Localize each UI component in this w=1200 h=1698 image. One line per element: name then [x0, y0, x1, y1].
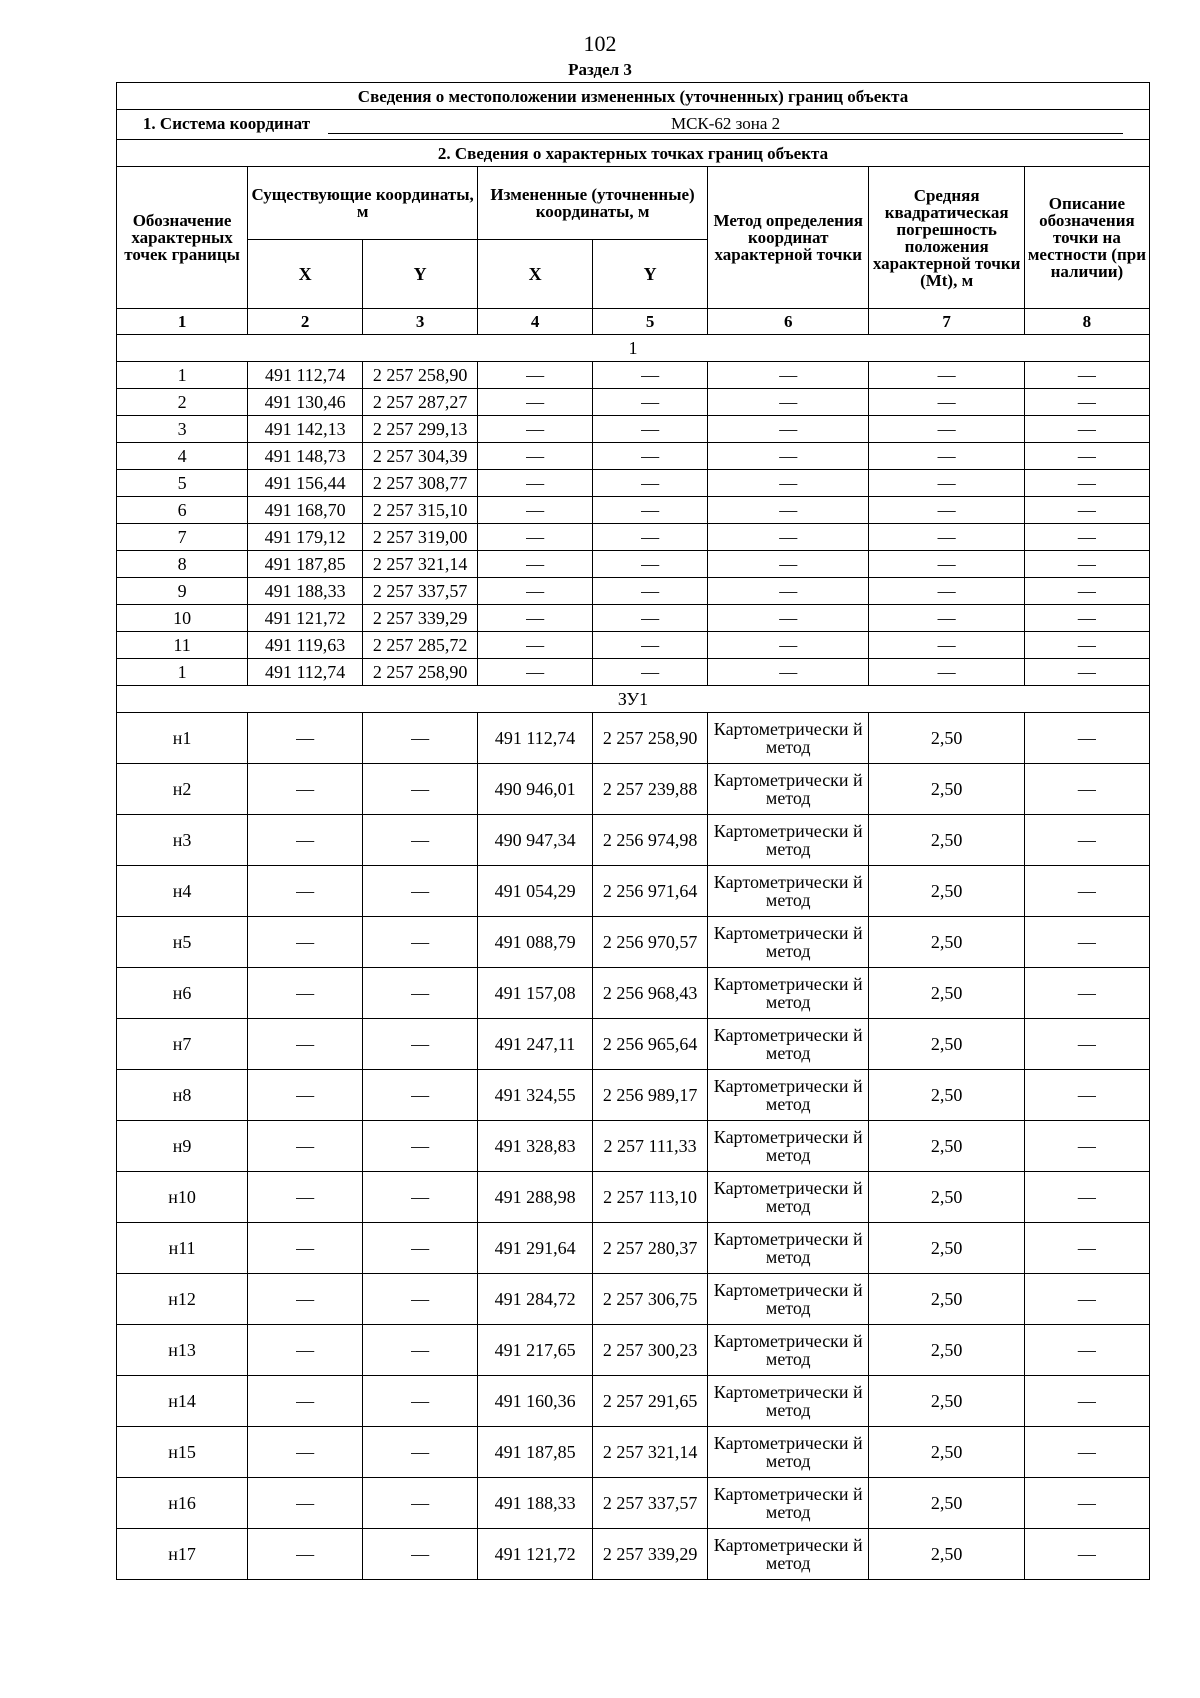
table-row [117, 866, 1150, 917]
cell-error: 2,50 [869, 968, 1024, 1019]
cell-point-id: 6 [117, 497, 248, 524]
cell-existing-y: — [363, 815, 478, 866]
cell-method: Картометрически й метод [708, 1019, 869, 1070]
table-row [117, 524, 1150, 551]
cell-changed-y: — [593, 389, 708, 416]
cell-existing-x: — [248, 1172, 363, 1223]
coord-system-label: 1. Система координат [142, 114, 311, 133]
cell-description: — [1024, 866, 1149, 917]
column-number: 5 [593, 309, 708, 335]
cell-changed-x: — [478, 443, 593, 470]
cell-error: — [869, 362, 1024, 389]
cell-description: — [1024, 1121, 1149, 1172]
cell-changed-y: — [593, 659, 708, 686]
column-number: 4 [478, 309, 593, 335]
cell-changed-x: — [478, 605, 593, 632]
cell-description: — [1024, 632, 1149, 659]
table-row [117, 764, 1150, 815]
table-row [117, 497, 1150, 524]
table-row [117, 416, 1150, 443]
cell-method: — [708, 578, 869, 605]
cell-changed-x: — [478, 362, 593, 389]
cell-changed-y: 2 257 306,75 [593, 1274, 708, 1325]
cell-description: — [1024, 1070, 1149, 1121]
cell-existing-x: 491 112,74 [248, 659, 363, 686]
cell-changed-x: — [478, 659, 593, 686]
cell-point-id: 4 [117, 443, 248, 470]
cell-changed-x: 491 284,72 [478, 1274, 593, 1325]
cell-existing-y: — [363, 1121, 478, 1172]
cell-existing-y: — [363, 1427, 478, 1478]
cell-point-id: н2 [117, 764, 248, 815]
cell-existing-y: — [363, 1019, 478, 1070]
cell-description: — [1024, 605, 1149, 632]
table-row [117, 443, 1150, 470]
group-label: 1 [117, 335, 1150, 362]
cell-error: 2,50 [869, 764, 1024, 815]
cell-error: 2,50 [869, 1172, 1024, 1223]
cell-changed-y: 2 257 113,10 [593, 1172, 708, 1223]
cell-changed-y: 2 256 968,43 [593, 968, 708, 1019]
cell-changed-y: 2 256 965,64 [593, 1019, 708, 1070]
cell-changed-y: 2 257 111,33 [593, 1121, 708, 1172]
table-row [117, 1325, 1150, 1376]
cell-existing-y: 2 257 315,10 [363, 497, 478, 524]
cell-existing-x: — [248, 968, 363, 1019]
cell-changed-x: 491 291,64 [478, 1223, 593, 1274]
cell-changed-x: 491 324,55 [478, 1070, 593, 1121]
header-changed-y: Y [593, 240, 708, 309]
cell-method: Картометрически й метод [708, 1070, 869, 1121]
table-row [117, 1172, 1150, 1223]
cell-point-id: н1 [117, 713, 248, 764]
cell-changed-x: 491 088,79 [478, 917, 593, 968]
cell-method: — [708, 416, 869, 443]
table-row [117, 1019, 1150, 1070]
cell-method: Картометрически й метод [708, 1325, 869, 1376]
header-changed-x: X [478, 240, 593, 309]
cell-error: — [869, 443, 1024, 470]
cell-changed-y: 2 257 239,88 [593, 764, 708, 815]
cell-existing-x: — [248, 1325, 363, 1376]
cell-error: 2,50 [869, 815, 1024, 866]
cell-error: 2,50 [869, 1376, 1024, 1427]
cell-description: — [1024, 764, 1149, 815]
cell-point-id: н4 [117, 866, 248, 917]
cell-method: — [708, 389, 869, 416]
cell-existing-x: — [248, 866, 363, 917]
table-row [117, 1223, 1150, 1274]
table-row [117, 578, 1150, 605]
cell-point-id: н16 [117, 1478, 248, 1529]
cell-changed-y: — [593, 470, 708, 497]
header-error: Средняя квадратическая погрешность положения характерной точки (Mt), м [869, 167, 1024, 309]
table-row [117, 659, 1150, 686]
cell-error: — [869, 578, 1024, 605]
cell-existing-y: — [363, 917, 478, 968]
table-row [117, 551, 1150, 578]
cell-existing-x: 491 119,63 [248, 632, 363, 659]
cell-error: — [869, 524, 1024, 551]
cell-existing-y: — [363, 1223, 478, 1274]
cell-existing-x: — [248, 1121, 363, 1172]
cell-existing-x: 491 112,74 [248, 362, 363, 389]
cell-description: — [1024, 1376, 1149, 1427]
cell-existing-x: — [248, 1070, 363, 1121]
cell-changed-x: 491 112,74 [478, 713, 593, 764]
cell-existing-x: 491 130,46 [248, 389, 363, 416]
cell-existing-y: 2 257 258,90 [363, 659, 478, 686]
table-row [117, 362, 1150, 389]
cell-description: — [1024, 968, 1149, 1019]
cell-description: — [1024, 443, 1149, 470]
cell-changed-y: 2 257 300,23 [593, 1325, 708, 1376]
header-existing: Существующие координаты, м [248, 167, 478, 240]
cell-method: Картометрически й метод [708, 713, 869, 764]
cell-method: Картометрически й метод [708, 764, 869, 815]
cell-existing-y: 2 257 299,13 [363, 416, 478, 443]
cell-point-id: 1 [117, 659, 248, 686]
cell-method: Картометрически й метод [708, 1427, 869, 1478]
cell-description: — [1024, 659, 1149, 686]
cell-description: — [1024, 713, 1149, 764]
subsection-title-row [117, 140, 1150, 167]
cell-point-id: 2 [117, 389, 248, 416]
cell-error: 2,50 [869, 1427, 1024, 1478]
cell-method: — [708, 605, 869, 632]
cell-changed-x: — [478, 497, 593, 524]
cell-method: — [708, 497, 869, 524]
cell-existing-x: — [248, 1529, 363, 1580]
cell-point-id: н15 [117, 1427, 248, 1478]
cell-changed-x: — [478, 416, 593, 443]
cell-existing-y: — [363, 1172, 478, 1223]
table-row [117, 1121, 1150, 1172]
header-designation: Обозначение характерных точек границы [117, 167, 248, 309]
header-description: Описание обозначения точки на местности (при наличии) [1024, 167, 1149, 309]
cell-description: — [1024, 362, 1149, 389]
cell-existing-x: — [248, 1019, 363, 1070]
cell-existing-y: — [363, 1376, 478, 1427]
header-existing-y: Y [363, 240, 478, 309]
cell-description: — [1024, 524, 1149, 551]
cell-point-id: н13 [117, 1325, 248, 1376]
cell-point-id: 10 [117, 605, 248, 632]
cell-existing-y: — [363, 1070, 478, 1121]
subsection-title: 2. Сведения о характерных точках границ объекта [117, 140, 1150, 167]
cell-changed-x: 490 947,34 [478, 815, 593, 866]
cell-description: — [1024, 551, 1149, 578]
cell-description: — [1024, 1223, 1149, 1274]
cell-method: — [708, 632, 869, 659]
cell-existing-x: — [248, 1274, 363, 1325]
cell-description: — [1024, 1529, 1149, 1580]
cell-existing-x: 491 156,44 [248, 470, 363, 497]
cell-error: 2,50 [869, 866, 1024, 917]
cell-description: — [1024, 578, 1149, 605]
cell-changed-y: — [593, 605, 708, 632]
coord-system-value: МСК-62 зона 2 [328, 115, 1123, 134]
cell-method: Картометрически й метод [708, 815, 869, 866]
cell-description: — [1024, 416, 1149, 443]
cell-error: — [869, 659, 1024, 686]
cell-changed-y: — [593, 443, 708, 470]
cell-method: — [708, 470, 869, 497]
cell-error: 2,50 [869, 917, 1024, 968]
cell-point-id: 7 [117, 524, 248, 551]
cell-method: — [708, 551, 869, 578]
cell-existing-y: 2 257 304,39 [363, 443, 478, 470]
cell-error: 2,50 [869, 1325, 1024, 1376]
cell-changed-x: — [478, 578, 593, 605]
cell-error: 2,50 [869, 1121, 1024, 1172]
table-title: Сведения о местоположении измененных (уточненных) границ объекта [117, 83, 1150, 110]
cell-changed-x: — [478, 632, 593, 659]
cell-point-id: 3 [117, 416, 248, 443]
header-row-1 [117, 167, 1150, 240]
cell-method: Картометрически й метод [708, 1172, 869, 1223]
cell-changed-y: 2 256 971,64 [593, 866, 708, 917]
cell-point-id: н11 [117, 1223, 248, 1274]
cell-changed-x: — [478, 551, 593, 578]
cell-changed-x: 491 288,98 [478, 1172, 593, 1223]
cell-changed-y: — [593, 416, 708, 443]
table-row [117, 470, 1150, 497]
cell-existing-y: 2 257 287,27 [363, 389, 478, 416]
header-changed: Измененные (уточненные) координаты, м [478, 167, 708, 240]
cell-existing-x: 491 121,72 [248, 605, 363, 632]
cell-description: — [1024, 917, 1149, 968]
boundary-points-table [116, 82, 1150, 1580]
cell-error: 2,50 [869, 1478, 1024, 1529]
table-row [117, 605, 1150, 632]
cell-existing-x: — [248, 1427, 363, 1478]
cell-error: 2,50 [869, 1070, 1024, 1121]
cell-point-id: н6 [117, 968, 248, 1019]
cell-description: — [1024, 389, 1149, 416]
cell-existing-y: — [363, 968, 478, 1019]
cell-existing-x: — [248, 1376, 363, 1427]
table-row [117, 1478, 1150, 1529]
cell-changed-y: 2 257 291,65 [593, 1376, 708, 1427]
cell-existing-x: — [248, 764, 363, 815]
column-number: 8 [1024, 309, 1149, 335]
cell-description: — [1024, 1325, 1149, 1376]
cell-existing-x: 491 188,33 [248, 578, 363, 605]
cell-error: 2,50 [869, 1274, 1024, 1325]
cell-changed-x: — [478, 524, 593, 551]
table-row [117, 389, 1150, 416]
cell-changed-x: 491 217,65 [478, 1325, 593, 1376]
cell-error: 2,50 [869, 1019, 1024, 1070]
cell-point-id: 11 [117, 632, 248, 659]
table-row [117, 1529, 1150, 1580]
cell-changed-x: 491 160,36 [478, 1376, 593, 1427]
cell-point-id: 1 [117, 362, 248, 389]
cell-method: Картометрически й метод [708, 1223, 869, 1274]
cell-description: — [1024, 1427, 1149, 1478]
cell-description: — [1024, 1274, 1149, 1325]
cell-method: Картометрически й метод [708, 917, 869, 968]
cell-method: Картометрически й метод [708, 1274, 869, 1325]
cell-method: Картометрически й метод [708, 1529, 869, 1580]
cell-description: — [1024, 470, 1149, 497]
cell-existing-y: 2 257 339,29 [363, 605, 478, 632]
cell-point-id: 9 [117, 578, 248, 605]
cell-existing-x: — [248, 815, 363, 866]
cell-changed-y: — [593, 632, 708, 659]
cell-changed-y: — [593, 362, 708, 389]
cell-changed-y: 2 256 974,98 [593, 815, 708, 866]
cell-changed-y: — [593, 578, 708, 605]
cell-point-id: н3 [117, 815, 248, 866]
cell-changed-x: — [478, 470, 593, 497]
cell-point-id: н9 [117, 1121, 248, 1172]
cell-point-id: н14 [117, 1376, 248, 1427]
cell-existing-y: — [363, 866, 478, 917]
cell-existing-x: — [248, 1478, 363, 1529]
cell-description: — [1024, 815, 1149, 866]
column-number: 1 [117, 309, 248, 335]
cell-existing-y: — [363, 1478, 478, 1529]
cell-error: — [869, 632, 1024, 659]
cell-changed-y: — [593, 497, 708, 524]
cell-existing-x: 491 142,13 [248, 416, 363, 443]
cell-existing-y: — [363, 1529, 478, 1580]
cell-existing-y: 2 257 337,57 [363, 578, 478, 605]
cell-description: — [1024, 1172, 1149, 1223]
cell-error: — [869, 416, 1024, 443]
cell-existing-y: 2 257 319,00 [363, 524, 478, 551]
cell-method: — [708, 524, 869, 551]
cell-changed-y: — [593, 551, 708, 578]
table-row [117, 917, 1150, 968]
cell-method: Картометрически й метод [708, 1478, 869, 1529]
cell-changed-x: 490 946,01 [478, 764, 593, 815]
cell-changed-y: — [593, 524, 708, 551]
table-row [117, 815, 1150, 866]
cell-method: Картометрически й метод [708, 866, 869, 917]
group-label: ЗУ1 [117, 686, 1150, 713]
cell-error: — [869, 497, 1024, 524]
cell-changed-y: 2 257 280,37 [593, 1223, 708, 1274]
cell-changed-y: 2 257 321,14 [593, 1427, 708, 1478]
cell-point-id: н10 [117, 1172, 248, 1223]
cell-error: 2,50 [869, 1223, 1024, 1274]
cell-error: — [869, 605, 1024, 632]
cell-changed-x: 491 247,11 [478, 1019, 593, 1070]
cell-existing-x: 491 179,12 [248, 524, 363, 551]
cell-changed-x: 491 157,08 [478, 968, 593, 1019]
cell-error: — [869, 389, 1024, 416]
cell-changed-y: 2 256 989,17 [593, 1070, 708, 1121]
page-number: 102 [583, 31, 617, 56]
cell-changed-y: 2 257 258,90 [593, 713, 708, 764]
cell-error: 2,50 [869, 1529, 1024, 1580]
header-method: Метод определения координат характерной точки [708, 167, 869, 309]
cell-point-id: 5 [117, 470, 248, 497]
cell-existing-x: 491 187,85 [248, 551, 363, 578]
cell-point-id: 8 [117, 551, 248, 578]
cell-existing-y: 2 257 285,72 [363, 632, 478, 659]
cell-point-id: н5 [117, 917, 248, 968]
cell-point-id: н12 [117, 1274, 248, 1325]
coord-system-cell [117, 110, 1150, 140]
cell-error: — [869, 551, 1024, 578]
cell-point-id: н7 [117, 1019, 248, 1070]
group-row [117, 686, 1150, 713]
table-row [117, 1274, 1150, 1325]
cell-description: — [1024, 497, 1149, 524]
column-number: 6 [708, 309, 869, 335]
cell-changed-x: — [478, 389, 593, 416]
table-body [117, 83, 1150, 1580]
section-title: Раздел 3 [568, 60, 632, 79]
cell-existing-x: — [248, 1223, 363, 1274]
cell-changed-y: 2 257 337,57 [593, 1478, 708, 1529]
table-title-row [117, 83, 1150, 110]
table-row [117, 968, 1150, 1019]
column-number: 2 [248, 309, 363, 335]
cell-existing-y: — [363, 1274, 478, 1325]
cell-existing-y: 2 257 321,14 [363, 551, 478, 578]
table-row [117, 1376, 1150, 1427]
table-row [117, 1070, 1150, 1121]
cell-point-id: н17 [117, 1529, 248, 1580]
cell-existing-x: 491 148,73 [248, 443, 363, 470]
cell-changed-x: 491 188,33 [478, 1478, 593, 1529]
cell-changed-x: 491 187,85 [478, 1427, 593, 1478]
cell-method: — [708, 443, 869, 470]
table-row [117, 632, 1150, 659]
cell-error: — [869, 470, 1024, 497]
cell-method: — [708, 659, 869, 686]
coord-system-row [117, 110, 1150, 140]
cell-changed-x: 491 328,83 [478, 1121, 593, 1172]
group-row [117, 335, 1150, 362]
table-row [117, 713, 1150, 764]
cell-error: 2,50 [869, 713, 1024, 764]
column-number: 3 [363, 309, 478, 335]
cell-changed-x: 491 121,72 [478, 1529, 593, 1580]
header-existing-x: X [248, 240, 363, 309]
cell-existing-x: 491 168,70 [248, 497, 363, 524]
cell-existing-y: — [363, 713, 478, 764]
cell-method: Картометрически й метод [708, 1376, 869, 1427]
cell-description: — [1024, 1019, 1149, 1070]
cell-method: Картометрически й метод [708, 1121, 869, 1172]
cell-changed-x: 491 054,29 [478, 866, 593, 917]
column-number-row [117, 309, 1150, 335]
cell-existing-y: — [363, 764, 478, 815]
cell-changed-y: 2 256 970,57 [593, 917, 708, 968]
cell-method: Картометрически й метод [708, 968, 869, 1019]
cell-changed-y: 2 257 339,29 [593, 1529, 708, 1580]
cell-existing-y: 2 257 258,90 [363, 362, 478, 389]
cell-description: — [1024, 1478, 1149, 1529]
cell-method: — [708, 362, 869, 389]
cell-existing-x: — [248, 713, 363, 764]
cell-existing-x: — [248, 917, 363, 968]
column-number: 7 [869, 309, 1024, 335]
cell-existing-y: 2 257 308,77 [363, 470, 478, 497]
table-row [117, 1427, 1150, 1478]
cell-point-id: н8 [117, 1070, 248, 1121]
cell-existing-y: — [363, 1325, 478, 1376]
